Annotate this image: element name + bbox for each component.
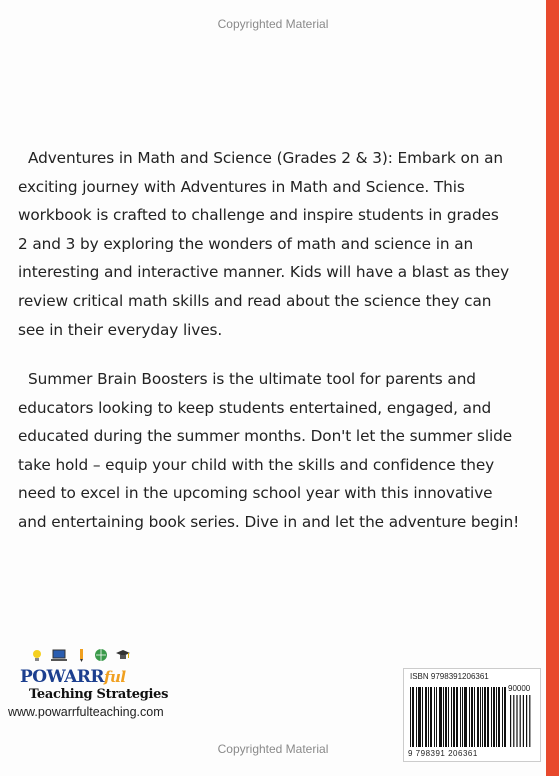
paragraph-line: 2 and 3 by exploring the wonders of math and science in an — [18, 234, 474, 253]
copyright-notice-bottom: Copyrighted Material — [217, 742, 329, 756]
brand-name — [20, 667, 126, 687]
lightbulb-icon — [30, 648, 44, 662]
laptop-icon — [50, 648, 68, 662]
globe-icon — [94, 648, 108, 662]
website-url: www.powarrfulteaching.com — [8, 705, 164, 719]
brand-script: ful — [104, 668, 126, 686]
paragraph-line: review critical math skills and read about the science they can — [18, 291, 492, 310]
ean-digits: 9 798391 206361 — [408, 749, 478, 758]
graduation-cap-icon — [116, 648, 130, 662]
pencil-icon — [74, 648, 88, 662]
copyright-notice-top: Copyrighted Material — [217, 17, 329, 31]
paragraph-line: educators looking to keep students entertained, engaged, and — [18, 398, 492, 417]
spine-stripe — [546, 0, 559, 776]
brand-subtitle: Teaching Strategies — [29, 687, 169, 702]
paragraph-line: workbook is crafted to challenge and inspire students in grades — [18, 206, 499, 225]
paragraph-line: Adventures in Math and Science (Grades 2 & 3): Embark on an — [28, 149, 503, 167]
logo-icons — [30, 646, 140, 666]
paragraph-line: see in their everyday lives. — [18, 320, 223, 339]
description-paragraph-2 — [18, 365, 538, 537]
paragraph-line: exciting journey with Adventures in Math and Science. This — [18, 177, 465, 196]
description-paragraph-1 — [18, 144, 538, 344]
price-code: 90000 — [508, 684, 531, 693]
paragraph-line: take hold – equip your child with the skills and confidence they — [18, 455, 495, 474]
publisher-logo — [20, 646, 170, 708]
barcode-bars — [408, 683, 536, 749]
paragraph-line: need to excel in the upcoming school year with this innovative — [18, 484, 493, 503]
paragraph-line: educated during the summer months. Don't let the summer slide — [18, 427, 513, 446]
paragraph-line: Summer Brain Boosters is the ultimate tool for parents and — [28, 370, 476, 388]
paragraph-line: interesting and interactive manner. Kids will have a blast as they — [18, 263, 510, 282]
paragraph-line: and entertaining book series. Dive in and let the adventure begin! — [18, 512, 520, 531]
isbn-label: ISBN 9798391206361 — [410, 672, 489, 681]
brand-main: POWARR — [20, 667, 105, 687]
